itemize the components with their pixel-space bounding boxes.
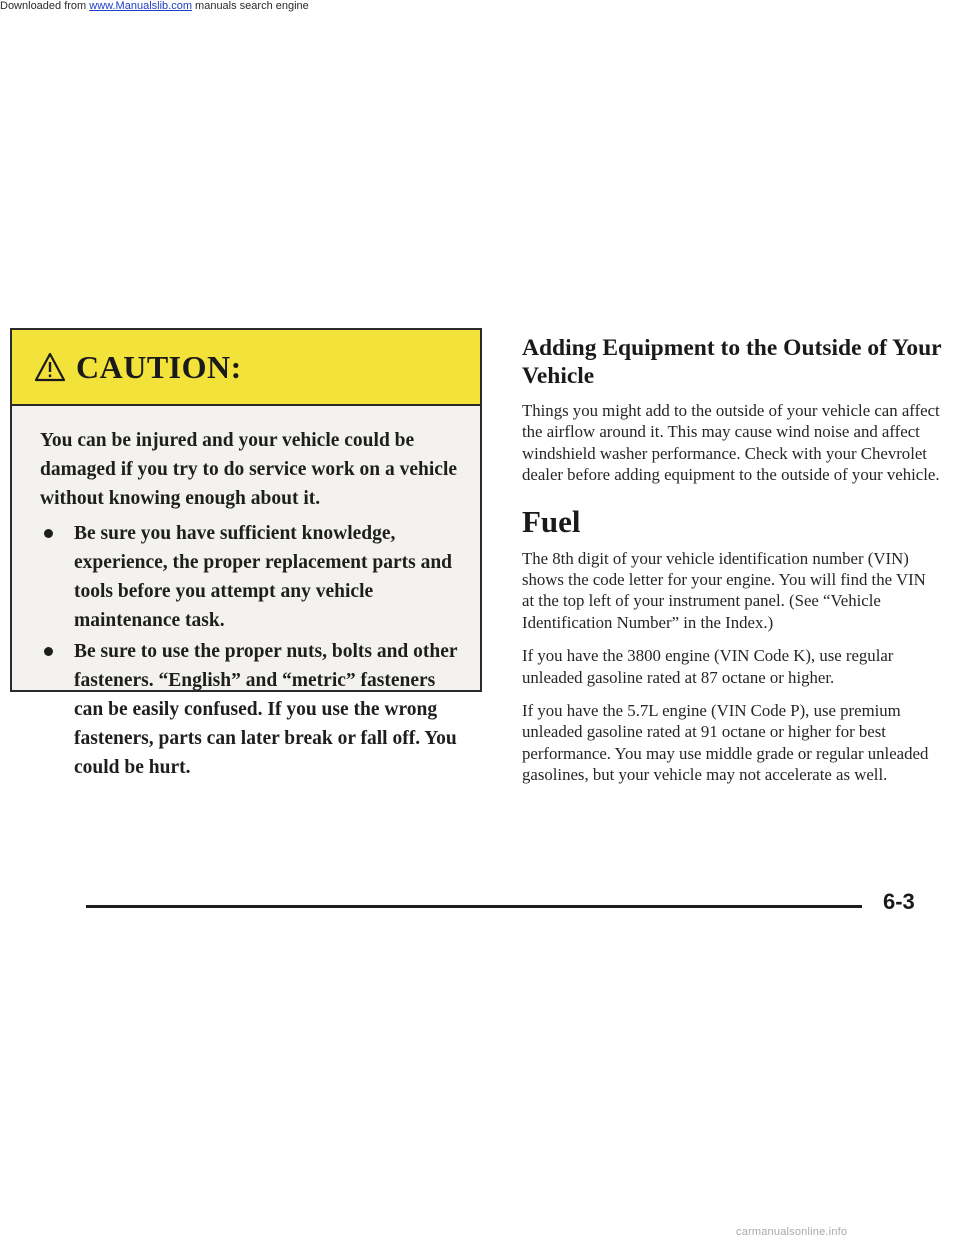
manualslib-link[interactable]: www.Manualslib.com: [89, 0, 192, 12]
fuel-paragraph: If you have the 3800 engine (VIN Code K), use regular unleaded gasoline rated at 87 octane or higher.: [522, 646, 894, 687]
page-number: 6-3: [883, 889, 915, 914]
bullet-dot-icon: [44, 529, 53, 538]
fuel-paragraph: The 8th digit of your vehicle identification number (VIN) shows the code letter for your engine. You will find the VIN at the top left of your instrument panel. (See “Vehicle Identification Number” in the Index.): [522, 548, 926, 632]
adding-equipment-text: Things you might add to the outside of your vehicle can affect the airflow around it. This may cause wind noise and affect windshield washer performance. Check with your Chevrolet dealer before adding equipment to the outside of your vehicle.: [522, 401, 940, 485]
right-column: [522, 334, 942, 786]
adding-equipment-heading: Adding Equipment to the Outside of Your Vehicle: [522, 335, 942, 389]
caution-intro: You can be injured and your vehicle could be damaged if you try to do service work on a vehicle without knowing enough about it.: [40, 430, 458, 509]
caution-header: [12, 330, 480, 406]
caution-body: [12, 406, 480, 782]
bullet-dot-icon: [44, 647, 53, 656]
download-notice: [0, 0, 309, 12]
caution-bullet-text: Be sure to use the proper nuts, bolts and other fasteners. “English” and “metric” fasteners can be easily confused. If you use the wrong fasteners, parts can later break or fall off. You could be hurt.: [74, 641, 458, 778]
watermark: carmanualsonline.info: [736, 1226, 848, 1238]
caution-box: [10, 328, 482, 778]
download-suffix: manuals search engine: [191, 0, 309, 12]
download-prefix: Downloaded from: [0, 0, 90, 12]
caution-title: CAUTION:: [76, 348, 242, 385]
fuel-heading: Fuel: [522, 503, 581, 539]
caution-bullet-text: Be sure you have sufficient knowledge, experience, the proper replacement parts and tools before you attempt any vehicle maintenance task.: [74, 523, 453, 631]
warning-triangle-icon: [34, 352, 66, 382]
caution-bullet: [40, 637, 460, 782]
fuel-paragraph: If you have the 5.7L engine (VIN Code P), use premium unleaded gasoline rated at 91 octane or higher for best performance. You may use middle grade or regular unleaded gasolines, but your vehicle may not accelerate as well.: [522, 701, 929, 785]
caution-bullet-list: [40, 519, 460, 782]
footer-rule: [86, 905, 862, 908]
caution-bullet: [40, 519, 460, 635]
